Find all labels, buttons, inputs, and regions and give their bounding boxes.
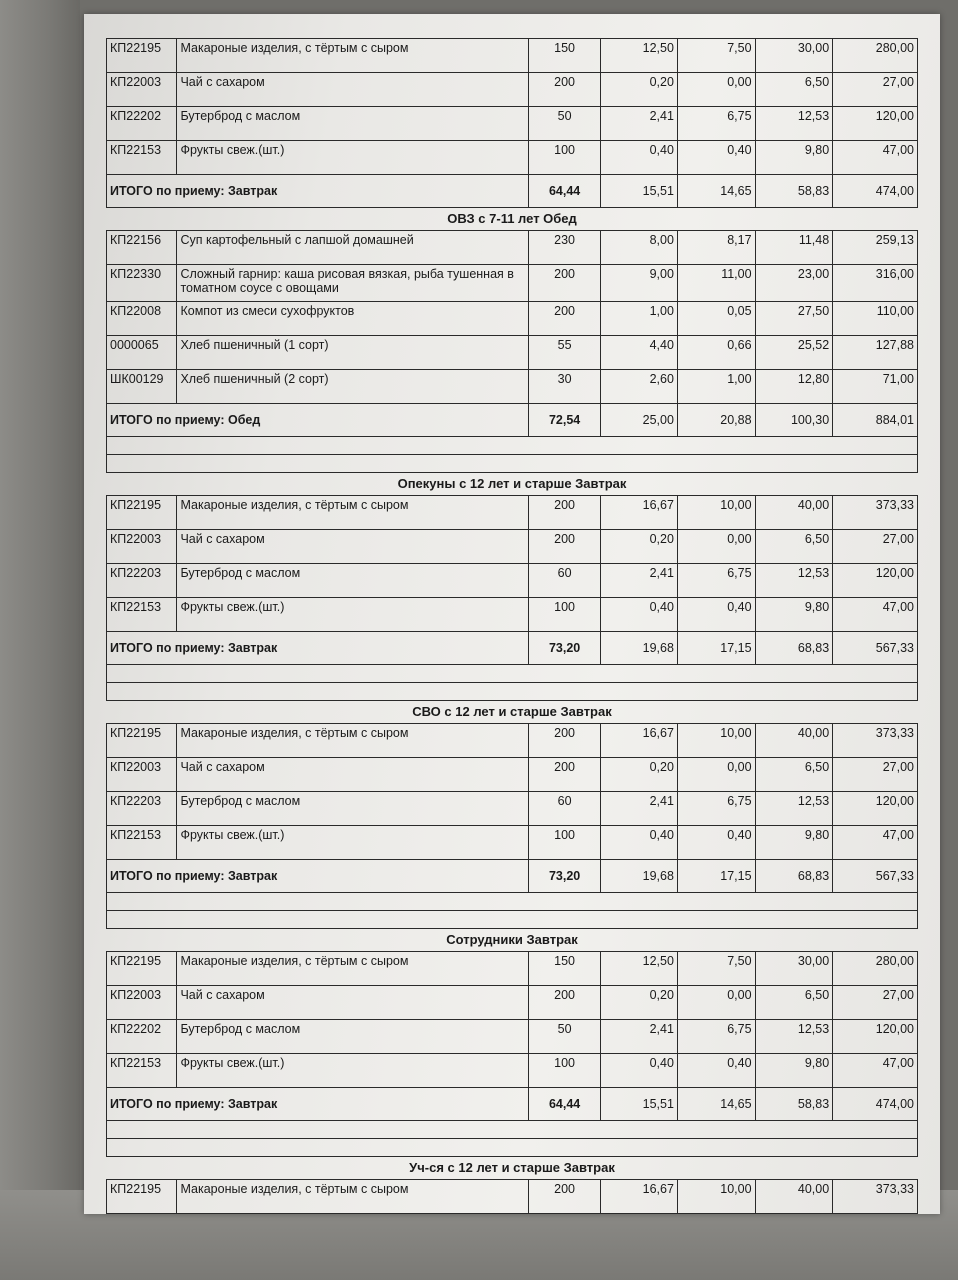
table-row xyxy=(107,598,918,632)
total-label: ИТОГО по приему: Обед xyxy=(107,404,529,437)
total-value-p: 19,68 xyxy=(601,632,678,665)
empty-row xyxy=(107,455,918,473)
item-code: КП22203 xyxy=(107,792,177,826)
menu-table xyxy=(106,38,918,208)
total-value-f: 17,15 xyxy=(677,632,755,665)
item-name: Бутерброд с маслом xyxy=(177,107,528,141)
desk-background-left xyxy=(0,0,80,1280)
item-name: Сложный гарнир: каша рисовая вязкая, рыба тушенная в томатном соусе с овощами xyxy=(177,265,528,302)
item-code: КП22330 xyxy=(107,265,177,302)
item-value-p: 12,50 xyxy=(601,39,678,73)
item-value-f: 0,40 xyxy=(677,1054,755,1088)
empty-row xyxy=(107,893,918,911)
item-value-p: 4,40 xyxy=(601,336,678,370)
item-value-p: 0,40 xyxy=(601,598,678,632)
menu-table xyxy=(106,951,918,1157)
empty-cell xyxy=(107,455,918,473)
item-weight: 200 xyxy=(528,1180,601,1214)
empty-row xyxy=(107,911,918,929)
item-value-c: 6,50 xyxy=(755,530,833,564)
section-title: СВО с 12 лет и старше Завтрак xyxy=(412,704,612,719)
item-value-p: 16,67 xyxy=(601,496,678,530)
item-value-f: 0,00 xyxy=(677,758,755,792)
empty-cell xyxy=(107,437,918,455)
total-weight: 73,20 xyxy=(528,860,601,893)
item-value-f: 6,75 xyxy=(677,1020,755,1054)
item-value-c: 27,50 xyxy=(755,302,833,336)
item-value-k: 120,00 xyxy=(833,1020,918,1054)
item-weight: 30 xyxy=(528,370,601,404)
item-weight: 100 xyxy=(528,826,601,860)
item-name: Хлеб пшеничный (2 сорт) xyxy=(177,370,528,404)
item-weight: 100 xyxy=(528,141,601,175)
item-value-c: 6,50 xyxy=(755,758,833,792)
item-name: Фрукты свеж.(шт.) xyxy=(177,826,528,860)
menu-table xyxy=(106,723,918,929)
item-name: Хлеб пшеничный (1 сорт) xyxy=(177,336,528,370)
table-row xyxy=(107,986,918,1020)
total-label: ИТОГО по приему: Завтрак xyxy=(107,175,529,208)
item-weight: 200 xyxy=(528,496,601,530)
item-value-c: 6,50 xyxy=(755,986,833,1020)
item-value-f: 0,40 xyxy=(677,826,755,860)
item-value-p: 12,50 xyxy=(601,952,678,986)
item-value-f: 6,75 xyxy=(677,564,755,598)
item-code: КП22003 xyxy=(107,530,177,564)
item-value-k: 47,00 xyxy=(833,826,918,860)
empty-cell xyxy=(107,1121,918,1139)
item-value-k: 47,00 xyxy=(833,598,918,632)
item-code: КП22195 xyxy=(107,39,177,73)
item-weight: 200 xyxy=(528,302,601,336)
item-weight: 200 xyxy=(528,986,601,1020)
total-value-f: 20,88 xyxy=(677,404,755,437)
item-name: Фрукты свеж.(шт.) xyxy=(177,141,528,175)
item-value-k: 27,00 xyxy=(833,986,918,1020)
total-value-c: 58,83 xyxy=(755,175,833,208)
item-code: ШК00129 xyxy=(107,370,177,404)
total-value-p: 19,68 xyxy=(601,860,678,893)
item-code: КП22195 xyxy=(107,1180,177,1214)
table-row xyxy=(107,107,918,141)
item-value-p: 0,20 xyxy=(601,986,678,1020)
item-value-k: 127,88 xyxy=(833,336,918,370)
item-value-k: 259,13 xyxy=(833,231,918,265)
table-row xyxy=(107,826,918,860)
table-row xyxy=(107,370,918,404)
item-weight: 55 xyxy=(528,336,601,370)
table-row xyxy=(107,724,918,758)
table-row xyxy=(107,1180,918,1214)
item-value-c: 30,00 xyxy=(755,952,833,986)
total-value-f: 14,65 xyxy=(677,1088,755,1121)
total-value-f: 14,65 xyxy=(677,175,755,208)
item-code: КП22156 xyxy=(107,231,177,265)
item-value-k: 71,00 xyxy=(833,370,918,404)
table-row xyxy=(107,758,918,792)
item-value-k: 120,00 xyxy=(833,564,918,598)
empty-cell xyxy=(107,911,918,929)
item-value-p: 1,00 xyxy=(601,302,678,336)
item-name: Суп картофельный с лапшой домашней xyxy=(177,231,528,265)
total-value-p: 15,51 xyxy=(601,175,678,208)
total-value-c: 68,83 xyxy=(755,860,833,893)
item-value-f: 6,75 xyxy=(677,107,755,141)
total-weight: 73,20 xyxy=(528,632,601,665)
item-code: КП22153 xyxy=(107,1054,177,1088)
total-row xyxy=(107,404,918,437)
table-row xyxy=(107,302,918,336)
empty-row xyxy=(107,1121,918,1139)
total-label: ИТОГО по приему: Завтрак xyxy=(107,1088,529,1121)
menu-table xyxy=(106,230,918,473)
item-value-c: 12,53 xyxy=(755,107,833,141)
table-row xyxy=(107,265,918,302)
item-value-k: 120,00 xyxy=(833,792,918,826)
empty-cell xyxy=(107,683,918,701)
item-name: Макароные изделия, с тёртым с сыром xyxy=(177,39,528,73)
table-row xyxy=(107,792,918,826)
item-code: КП22202 xyxy=(107,107,177,141)
total-row xyxy=(107,632,918,665)
item-value-p: 9,00 xyxy=(601,265,678,302)
item-weight: 60 xyxy=(528,564,601,598)
total-value-c: 58,83 xyxy=(755,1088,833,1121)
item-name: Фрукты свеж.(шт.) xyxy=(177,598,528,632)
item-value-p: 8,00 xyxy=(601,231,678,265)
item-value-f: 0,00 xyxy=(677,530,755,564)
item-value-p: 0,40 xyxy=(601,826,678,860)
item-value-k: 120,00 xyxy=(833,107,918,141)
item-value-f: 0,00 xyxy=(677,986,755,1020)
empty-cell xyxy=(107,665,918,683)
item-code: КП22153 xyxy=(107,141,177,175)
item-value-k: 27,00 xyxy=(833,530,918,564)
section-title: Сотрудники Завтрак xyxy=(446,932,578,947)
total-label: ИТОГО по приему: Завтрак xyxy=(107,860,529,893)
item-value-f: 0,05 xyxy=(677,302,755,336)
table-row xyxy=(107,73,918,107)
item-value-p: 0,20 xyxy=(601,758,678,792)
item-value-k: 316,00 xyxy=(833,265,918,302)
item-value-c: 12,80 xyxy=(755,370,833,404)
item-name: Макароные изделия, с тёртым с сыром xyxy=(177,1180,528,1214)
total-value-k: 474,00 xyxy=(833,1088,918,1121)
table-row xyxy=(107,1020,918,1054)
item-value-c: 9,80 xyxy=(755,598,833,632)
item-name: Бутерброд с маслом xyxy=(177,792,528,826)
item-value-c: 40,00 xyxy=(755,496,833,530)
item-value-k: 373,33 xyxy=(833,1180,918,1214)
item-value-f: 0,66 xyxy=(677,336,755,370)
item-value-f: 11,00 xyxy=(677,265,755,302)
item-weight: 50 xyxy=(528,1020,601,1054)
item-value-f: 10,00 xyxy=(677,496,755,530)
item-weight: 60 xyxy=(528,792,601,826)
item-value-c: 9,80 xyxy=(755,141,833,175)
section-title: Уч-ся с 12 лет и старше Завтрак xyxy=(409,1160,615,1175)
menu-table xyxy=(106,1179,918,1214)
total-value-p: 25,00 xyxy=(601,404,678,437)
item-value-c: 40,00 xyxy=(755,1180,833,1214)
section-title: ОВЗ с 7-11 лет Обед xyxy=(447,211,577,226)
item-value-c: 9,80 xyxy=(755,826,833,860)
item-value-k: 280,00 xyxy=(833,952,918,986)
item-weight: 200 xyxy=(528,724,601,758)
item-value-p: 2,41 xyxy=(601,792,678,826)
item-value-f: 7,50 xyxy=(677,952,755,986)
item-weight: 200 xyxy=(528,530,601,564)
item-value-k: 47,00 xyxy=(833,1054,918,1088)
table-row xyxy=(107,1054,918,1088)
item-value-p: 16,67 xyxy=(601,1180,678,1214)
total-row xyxy=(107,1088,918,1121)
item-name: Чай с сахаром xyxy=(177,73,528,107)
table-row xyxy=(107,952,918,986)
item-value-p: 0,40 xyxy=(601,141,678,175)
empty-cell xyxy=(107,893,918,911)
item-value-f: 6,75 xyxy=(677,792,755,826)
total-value-c: 100,30 xyxy=(755,404,833,437)
item-value-p: 16,67 xyxy=(601,724,678,758)
item-name: Макароные изделия, с тёртым с сыром xyxy=(177,724,528,758)
item-value-f: 7,50 xyxy=(677,39,755,73)
item-code: КП22195 xyxy=(107,496,177,530)
item-name: Чай с сахаром xyxy=(177,530,528,564)
item-code: КП22195 xyxy=(107,724,177,758)
item-name: Фрукты свеж.(шт.) xyxy=(177,1054,528,1088)
total-weight: 64,44 xyxy=(528,175,601,208)
empty-row xyxy=(107,1139,918,1157)
table-row xyxy=(107,530,918,564)
item-value-c: 23,00 xyxy=(755,265,833,302)
item-code: КП22202 xyxy=(107,1020,177,1054)
table-row xyxy=(107,39,918,73)
item-code: КП22203 xyxy=(107,564,177,598)
item-name: Макароные изделия, с тёртым с сыром xyxy=(177,496,528,530)
item-weight: 200 xyxy=(528,265,601,302)
item-value-f: 10,00 xyxy=(677,724,755,758)
item-value-c: 12,53 xyxy=(755,792,833,826)
item-value-p: 0,20 xyxy=(601,73,678,107)
item-value-c: 40,00 xyxy=(755,724,833,758)
item-name: Чай с сахаром xyxy=(177,758,528,792)
total-value-k: 884,01 xyxy=(833,404,918,437)
table-row xyxy=(107,141,918,175)
total-value-c: 68,83 xyxy=(755,632,833,665)
item-value-f: 0,40 xyxy=(677,598,755,632)
item-code: КП22195 xyxy=(107,952,177,986)
item-value-p: 0,40 xyxy=(601,1054,678,1088)
table-row xyxy=(107,496,918,530)
item-value-c: 11,48 xyxy=(755,231,833,265)
item-value-k: 47,00 xyxy=(833,141,918,175)
item-value-c: 12,53 xyxy=(755,1020,833,1054)
item-weight: 230 xyxy=(528,231,601,265)
item-weight: 200 xyxy=(528,73,601,107)
empty-row xyxy=(107,683,918,701)
menu-table xyxy=(106,495,918,701)
item-value-f: 1,00 xyxy=(677,370,755,404)
item-value-k: 280,00 xyxy=(833,39,918,73)
item-code: КП22003 xyxy=(107,73,177,107)
item-value-c: 25,52 xyxy=(755,336,833,370)
total-value-p: 15,51 xyxy=(601,1088,678,1121)
empty-row xyxy=(107,437,918,455)
item-weight: 150 xyxy=(528,39,601,73)
section-title: Опекуны с 12 лет и старше Завтрак xyxy=(397,476,627,491)
item-value-f: 8,17 xyxy=(677,231,755,265)
item-code: КП22153 xyxy=(107,598,177,632)
total-row xyxy=(107,860,918,893)
item-value-k: 373,33 xyxy=(833,724,918,758)
table-row xyxy=(107,564,918,598)
total-weight: 64,44 xyxy=(528,1088,601,1121)
item-value-k: 27,00 xyxy=(833,73,918,107)
item-name: Компот из смеси сухофруктов xyxy=(177,302,528,336)
item-name: Макароные изделия, с тёртым с сыром xyxy=(177,952,528,986)
total-value-k: 567,33 xyxy=(833,632,918,665)
table-row xyxy=(107,336,918,370)
item-value-c: 12,53 xyxy=(755,564,833,598)
item-weight: 100 xyxy=(528,1054,601,1088)
table-row xyxy=(107,231,918,265)
item-value-f: 0,40 xyxy=(677,141,755,175)
item-value-k: 27,00 xyxy=(833,758,918,792)
item-code: 0000065 xyxy=(107,336,177,370)
empty-cell xyxy=(107,1139,918,1157)
item-value-c: 30,00 xyxy=(755,39,833,73)
total-value-k: 567,33 xyxy=(833,860,918,893)
total-row xyxy=(107,175,918,208)
total-label: ИТОГО по приему: Завтрак xyxy=(107,632,529,665)
item-name: Бутерброд с маслом xyxy=(177,1020,528,1054)
item-value-p: 2,41 xyxy=(601,107,678,141)
item-value-c: 9,80 xyxy=(755,1054,833,1088)
item-weight: 150 xyxy=(528,952,601,986)
item-value-p: 2,41 xyxy=(601,1020,678,1054)
item-value-p: 0,20 xyxy=(601,530,678,564)
item-name: Бутерброд с маслом xyxy=(177,564,528,598)
menu-document xyxy=(106,38,918,1214)
item-value-p: 2,41 xyxy=(601,564,678,598)
item-weight: 50 xyxy=(528,107,601,141)
item-code: КП22003 xyxy=(107,986,177,1020)
item-value-c: 6,50 xyxy=(755,73,833,107)
item-code: КП22003 xyxy=(107,758,177,792)
item-value-p: 2,60 xyxy=(601,370,678,404)
item-code: КП22153 xyxy=(107,826,177,860)
total-weight: 72,54 xyxy=(528,404,601,437)
item-weight: 100 xyxy=(528,598,601,632)
item-value-f: 0,00 xyxy=(677,73,755,107)
total-value-f: 17,15 xyxy=(677,860,755,893)
total-value-k: 474,00 xyxy=(833,175,918,208)
item-value-k: 373,33 xyxy=(833,496,918,530)
item-weight: 200 xyxy=(528,758,601,792)
item-value-k: 110,00 xyxy=(833,302,918,336)
item-name: Чай с сахаром xyxy=(177,986,528,1020)
item-value-f: 10,00 xyxy=(677,1180,755,1214)
item-code: КП22008 xyxy=(107,302,177,336)
empty-row xyxy=(107,665,918,683)
